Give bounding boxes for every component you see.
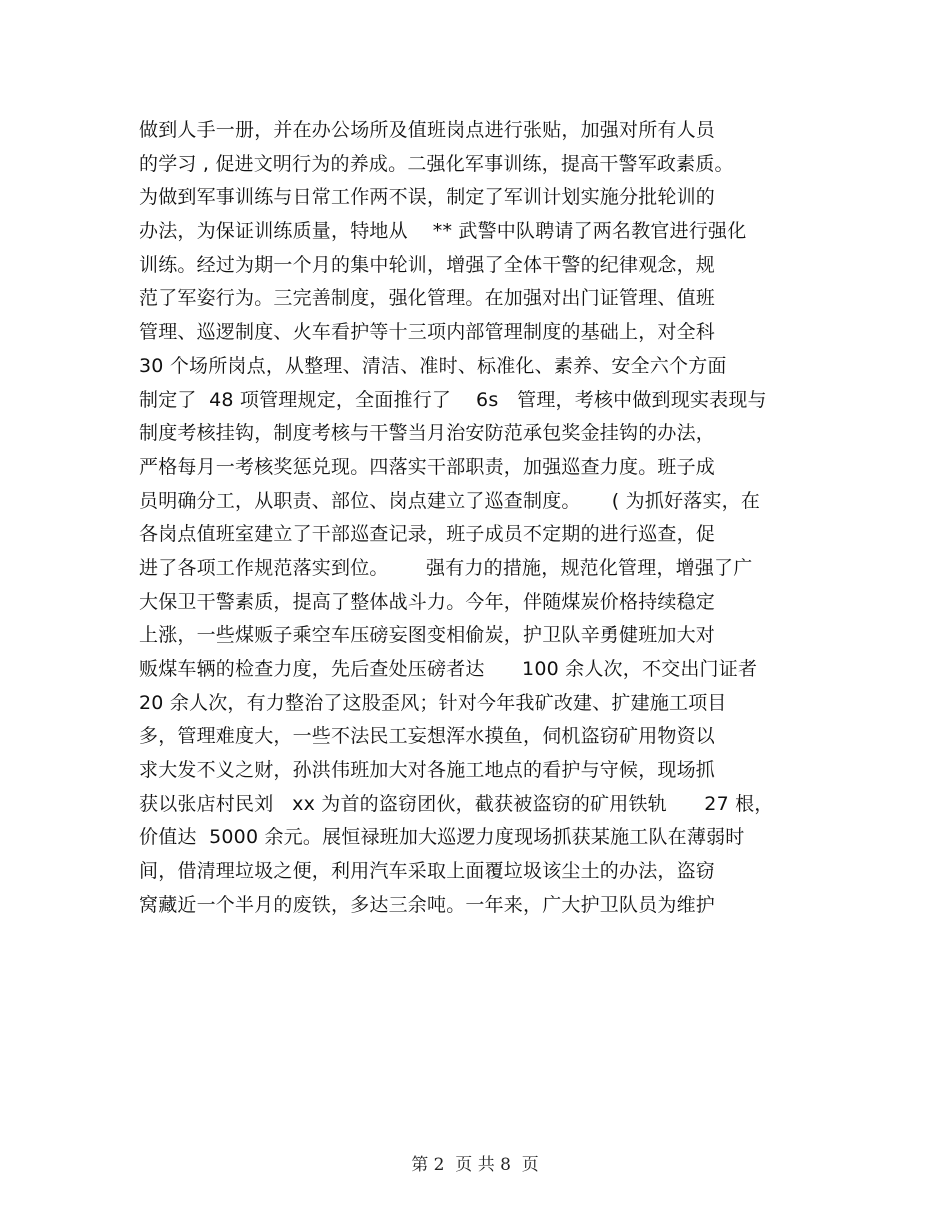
text-line: 30 个场所岗点，从整理、清洁、准时、标准化、素养、安全六个方面 [139, 354, 727, 377]
text-line: 训练。经过为期一个月的集中轮训，增强了全体干警的纪律观念，规 [139, 253, 716, 276]
text-line: 间，借清理垃圾之便，利用汽车采取上面覆垃圾该尘土的办法，盗窃 [139, 860, 716, 883]
text-line: 窝藏近一个半月的废铁，多达三余吨。一年来，广大护卫队员为维护 [139, 893, 716, 916]
text-line: 的学习 , 促进文明行为的养成。二强化军事训练，提高干警军政素质。 [139, 152, 734, 175]
text-line: 获以张店村民刘 xx 为首的盗窃团伙，截获被盗窃的矿用铁轨 27 根， [139, 792, 774, 815]
text-line: 办法，为保证训练质量，特地从 ** 武警中队聘请了两名教官进行强化 [139, 220, 747, 243]
text-line: 贩煤车辆的检查力度，先后查处压磅者达 100 余人次，不交出门证者 [139, 658, 758, 680]
text-line: 进了各项工作规范落实到位。 强有力的措施，规范化管理，增强了广 [139, 556, 753, 579]
text-line: 20 余人次，有力整治了这股歪风；针对今年我矿改建、扩建施工项目 [139, 691, 727, 714]
text-line: 价值达 5000 余元。展恒禄班加大巡逻力度现场抓获某施工队在薄弱时 [139, 826, 745, 849]
text-line: 多，管理难度大，一些不法民工妄想浑水摸鱼，伺机盗窃矿用物资以 [139, 725, 716, 748]
text-line: 严格每月一考核奖惩兑现。四落实干部职责，加强巡查力度。班子成 [139, 455, 716, 478]
text-line: 做到人手一册，并在办公场所及值班岗点进行张贴，加强对所有人员 [139, 119, 716, 141]
page-number-footer: 第 2 页 共 8 页 [411, 1155, 539, 1175]
text-line: 制度考核挂钩，制度考核与干警当月治安防范承包奖金挂钩的办法， [139, 422, 716, 445]
text-line: 为做到军事训练与日常工作两不误，制定了军训计划实施分批轮训的 [139, 186, 716, 209]
text-line: 制定了 48 项管理规定，全面推行了 6s 管理，考核中做到现实表现与 [139, 388, 767, 411]
text-line: 大保卫干警素质，提高了整体战斗力。今年，伴随煤炭价格持续稳定 [139, 590, 716, 613]
text-line: 上涨，一些煤贩子乘空车压磅妄图变相偷炭，护卫队辛勇健班加大对 [139, 624, 716, 647]
text-line: 各岗点值班室建立了干部巡查记录，班子成员不定期的进行巡查，促 [139, 523, 716, 546]
text-line: 求大发不义之财，孙洪伟班加大对各施工地点的看护与守候，现场抓 [139, 759, 716, 782]
text-line: 管理、巡逻制度、火车看护等十三项内部管理制度的基础上，对全科 [139, 321, 716, 344]
text-line: 员明确分工，从职责、部位、岗点建立了巡查制度。 ( 为抓好落实，在 [139, 489, 761, 512]
text-line: 范了军姿行为。三完善制度，强化管理。在加强对出门证管理、值班 [139, 287, 716, 310]
body-text [139, 114, 819, 923]
